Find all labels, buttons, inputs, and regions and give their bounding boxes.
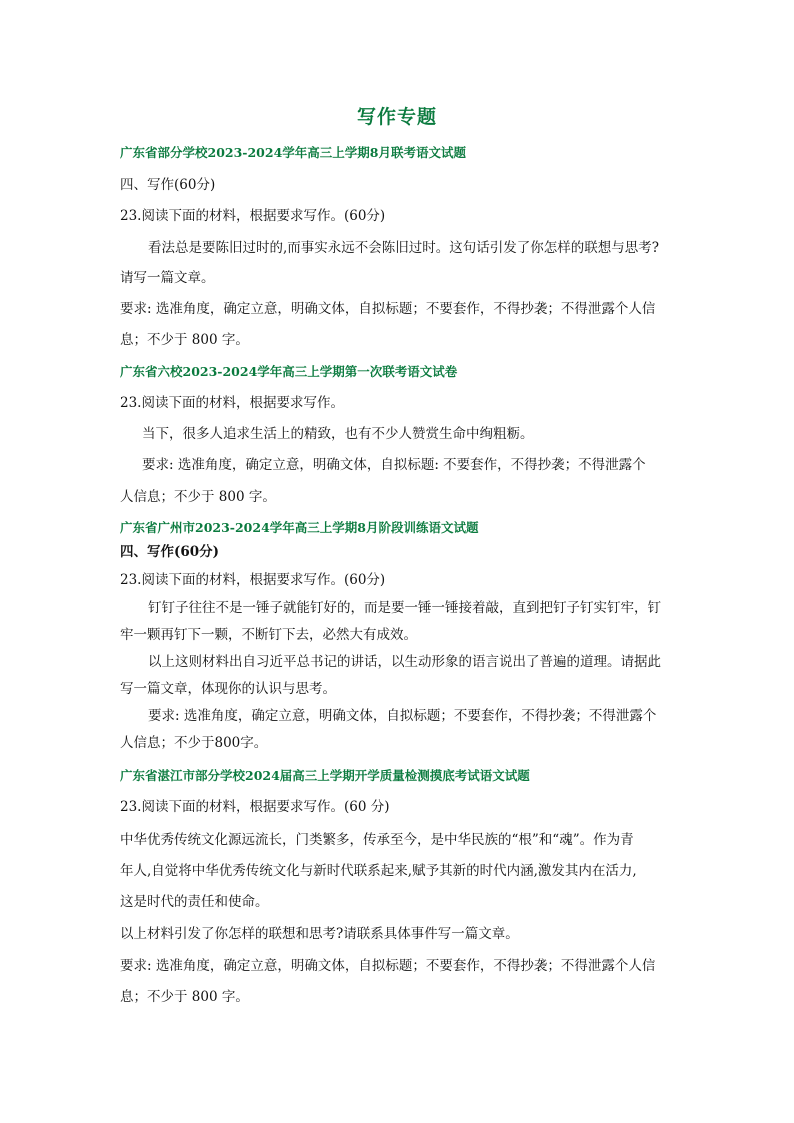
material-text: 年人,自觉将中华优秀传统文化与新时代联系起来,赋予其新的时代内涵,激发其内在活力, bbox=[120, 863, 637, 879]
source-heading: 广东省广州市2023-2024学年高三上学期8月阶段训练语文试题 bbox=[120, 520, 479, 535]
section-heading: 四、写作(60分) bbox=[120, 177, 216, 193]
material-text: 牢一颗再钉下一颗，不断钉下去，必然大有成效。 bbox=[120, 627, 417, 643]
requirements-text: 息；不少于 800 字。 bbox=[120, 332, 249, 348]
source-heading: 广东省湛江市部分学校2024届高三上学期开学质量检测摸底考试语文试题 bbox=[120, 768, 530, 783]
question-line: 23.阅读下面的材料，根据要求写作。(60分) bbox=[120, 572, 386, 588]
requirements-text: 要求: 选准角度，确定立意，明确文体，自拟标题；不要套作，不得抄袭；不得泄露个人信 bbox=[120, 301, 656, 317]
question-line: 23.阅读下面的材料，根据要求写作。(60 分) bbox=[120, 799, 390, 815]
requirements-text: 要求: 选准角度，确定立意，明确文体，自拟标题；不要套作，不得抄袭；不得泄露个 bbox=[148, 708, 657, 724]
material-text: 中华优秀传统文化源远流长，门类繁多，传承至今，是中华民族的“根”和“魂”。作为青 bbox=[120, 832, 634, 848]
requirements-text: 要求: 选准角度，确定立意，明确文体，自拟标题: 不要套作，不得抄袭；不得泄露个 bbox=[142, 457, 646, 473]
requirements-text: 要求: 选准角度，确定立意，明确文体，自拟标题；不要套作，不得抄袭；不得泄露个人信 bbox=[120, 958, 656, 974]
requirements-text: 人信息；不少于 800 字。 bbox=[120, 489, 276, 505]
material-text: 看法总是要陈旧过时的,而事实永远不会陈旧过时。这句话引发了你怎样的联想与思考? bbox=[148, 240, 660, 256]
requirements-text: 人信息；不少于800字。 bbox=[120, 735, 268, 751]
material-text: 写一篇文章，体现你的认识与思考。 bbox=[120, 681, 336, 697]
question-line: 23.阅读下面的材料，根据要求写作。(60分) bbox=[120, 208, 386, 224]
source-heading: 广东省六校2023-2024学年高三上学期第一次联考语文试卷 bbox=[120, 364, 458, 379]
page-title: 写作专题 bbox=[356, 106, 437, 128]
section-heading: 四、写作(60分) bbox=[120, 544, 220, 560]
material-text: 当下，很多人追求生活上的精致，也有不少人赞赏生命中绚粗粝。 bbox=[142, 426, 534, 442]
question-line: 23.阅读下面的材料，根据要求写作。 bbox=[120, 395, 344, 411]
material-text: 钉钉子往往不是一锤子就能钉好的，而是要一锤一锤接着敲，直到把钉子钉实钉牢，钉 bbox=[148, 600, 661, 616]
source-heading: 广东省部分学校2023-2024学年高三上学期8月联考语文试题 bbox=[120, 145, 466, 160]
material-text: 请写一篇文章。 bbox=[120, 270, 215, 286]
material-text: 这是时代的责任和使命。 bbox=[120, 894, 269, 910]
material-text: 以上这则材料出自习近平总书记的讲话，以生动形象的语言说出了普遍的道理。请据此 bbox=[148, 654, 661, 670]
requirements-text: 息；不少于 800 字。 bbox=[120, 989, 249, 1005]
material-text: 以上材料引发了你怎样的联想和思考?请联系具体事件写一篇文章。 bbox=[120, 926, 519, 942]
